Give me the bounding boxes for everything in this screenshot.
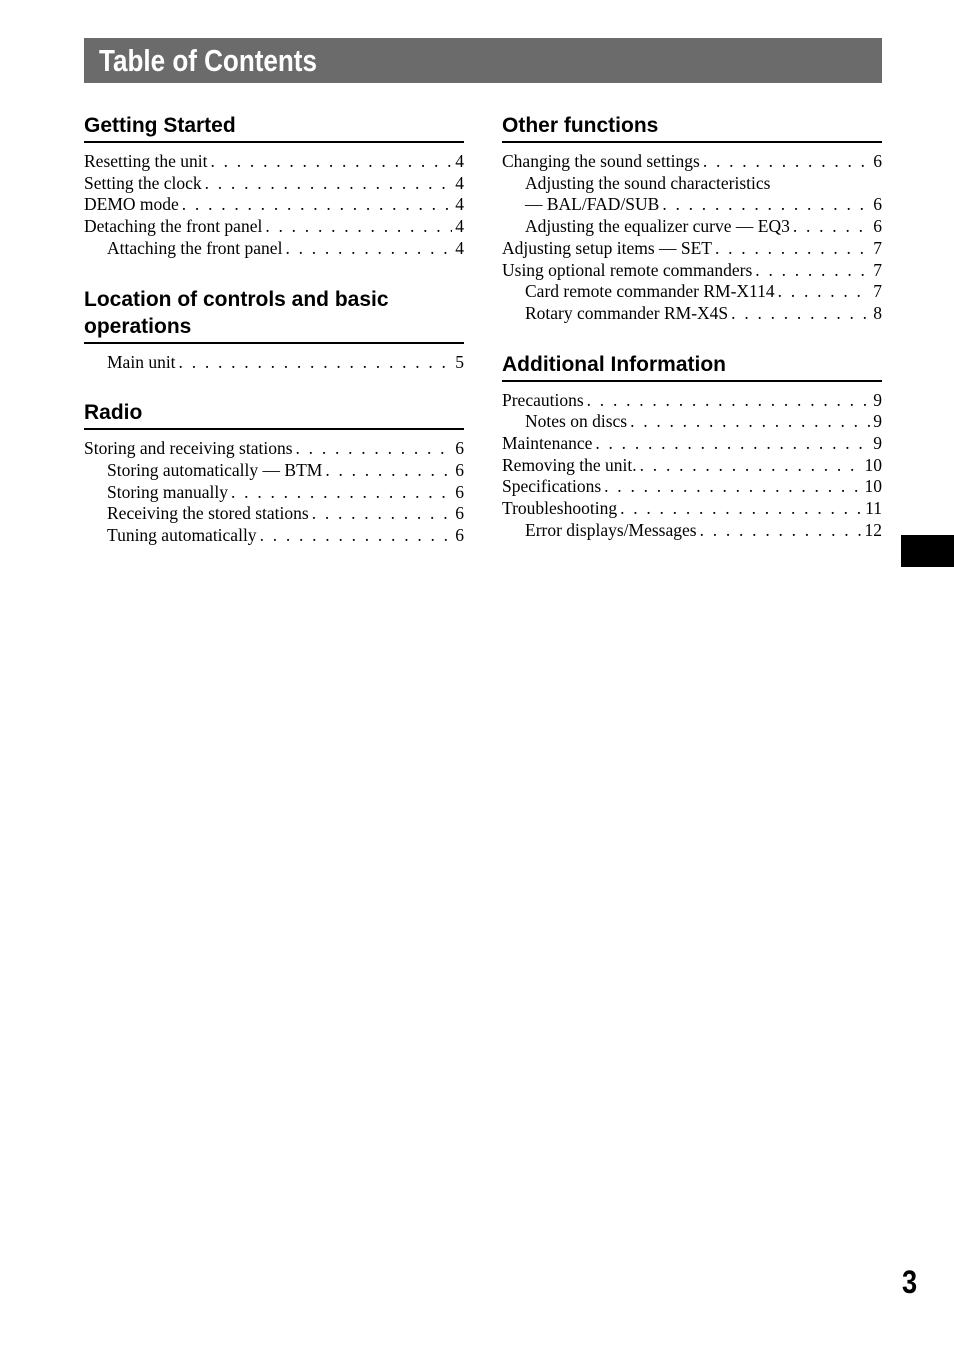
- toc-entry[interactable]: [502, 281, 882, 303]
- toc-entry-page: 4: [455, 237, 464, 258]
- toc-entry[interactable]: [502, 390, 882, 412]
- dot-leader: [755, 260, 870, 282]
- toc-entry-label: Adjusting the sound characteristics: [525, 172, 771, 193]
- toc-entry-page: 6: [873, 216, 882, 237]
- toc-entry-page: 11: [865, 498, 882, 519]
- toc-entry[interactable]: [84, 525, 464, 547]
- toc-entry[interactable]: [502, 411, 882, 433]
- toc-entry-label: Error displays/Messages: [525, 519, 697, 540]
- dot-leader: [265, 216, 452, 238]
- toc-entry-label: Setting the clock: [84, 172, 202, 193]
- toc-entry-page: 12: [864, 519, 882, 540]
- toc-entry[interactable]: [84, 194, 464, 216]
- toc-entry-label: Removing the unit.: [502, 454, 637, 475]
- toc-entry-label: Troubleshooting: [502, 498, 618, 519]
- toc-entry-list: [84, 438, 464, 547]
- toc-entry-page: 4: [455, 172, 464, 193]
- toc-entry-page: 7: [873, 237, 882, 258]
- section-heading: Additional Information: [502, 351, 882, 382]
- toc-section-other-functions: [502, 112, 882, 325]
- dot-leader: [205, 173, 452, 195]
- toc-entry-page: 6: [873, 194, 882, 215]
- toc-section-getting-started: [84, 112, 464, 260]
- toc-entry-page: 6: [873, 151, 882, 171]
- toc-entry[interactable]: [502, 151, 882, 173]
- toc-entry-page: 9: [873, 389, 882, 410]
- toc-entry-page: 6: [455, 525, 464, 546]
- toc-entry[interactable]: [502, 476, 882, 498]
- toc-entry-label: Changing the sound settings: [502, 151, 700, 171]
- toc-entry[interactable]: [84, 503, 464, 525]
- toc-entry-label: Maintenance: [502, 433, 593, 454]
- dot-leader: [778, 281, 870, 303]
- toc-entry-page: 7: [873, 259, 882, 280]
- toc-entry-page: 4: [455, 151, 464, 171]
- toc-entry-list: [502, 151, 882, 325]
- toc-entry[interactable]: [502, 173, 882, 195]
- dot-leader: [179, 352, 452, 374]
- dot-leader: [260, 525, 452, 547]
- toc-entry-page: 6: [455, 481, 464, 502]
- page-title: Table of Contents: [99, 42, 317, 78]
- toc-entry-label: Rotary commander RM-X4S: [525, 302, 729, 323]
- toc-entry-page: 5: [455, 351, 464, 372]
- toc-entry-label: Resetting the unit: [84, 151, 208, 171]
- dot-leader: [312, 503, 452, 525]
- toc-section-additional-information: [502, 351, 882, 542]
- toc-entry-label: Storing and receiving stations: [84, 438, 293, 459]
- toc-entry-page: 9: [873, 433, 882, 454]
- toc-entry-label: Card remote commander RM-X114: [525, 281, 775, 302]
- toc-entry[interactable]: [84, 173, 464, 195]
- page-number: 3: [902, 1264, 918, 1300]
- dot-leader: [325, 460, 452, 482]
- toc-entry-label: Precautions: [502, 389, 584, 410]
- dot-leader: [703, 151, 870, 173]
- toc-entry-list: [84, 352, 464, 374]
- toc-entry-label: Detaching the front panel: [84, 216, 263, 237]
- toc-entry-page: 6: [455, 438, 464, 459]
- toc-entry-label: — BAL/FAD/SUB: [525, 194, 660, 215]
- title-bar: [84, 38, 882, 83]
- dot-leader: [595, 433, 870, 455]
- dot-leader: [700, 520, 862, 542]
- toc-entry-label: Using optional remote commanders: [502, 259, 753, 280]
- toc-entry-page: 10: [864, 454, 882, 475]
- toc-entry[interactable]: [84, 216, 464, 238]
- dot-leader: [630, 411, 870, 433]
- toc-entry-label: Tuning automatically: [107, 525, 257, 546]
- section-heading: Radio: [84, 399, 464, 430]
- section-heading: Other functions: [502, 112, 882, 143]
- toc-section-location-of-controls-and-basic-operations: [84, 286, 464, 374]
- toc-entry[interactable]: [502, 498, 882, 520]
- toc-entry-label: Notes on discs: [525, 411, 628, 432]
- toc-entry-page: 6: [455, 503, 464, 524]
- toc-entry-page: 7: [873, 281, 882, 302]
- dot-leader: [640, 455, 862, 477]
- section-heading: Location of controls and basic operations: [84, 286, 464, 344]
- toc-entry[interactable]: [502, 216, 882, 238]
- dot-leader: [587, 390, 870, 412]
- toc-entry-page: 8: [873, 302, 882, 323]
- dot-leader: [285, 238, 452, 260]
- dot-leader: [715, 238, 870, 260]
- toc-entry-page: 6: [455, 459, 464, 480]
- toc-entry-page: 9: [873, 411, 882, 432]
- toc-entry[interactable]: [502, 260, 882, 282]
- toc-entry[interactable]: [502, 303, 882, 325]
- toc-entry[interactable]: [502, 194, 882, 216]
- dot-leader: [662, 194, 870, 216]
- toc-section-radio: [84, 399, 464, 547]
- toc-entry[interactable]: [84, 352, 464, 374]
- toc-entry-label: Adjusting the equalizer curve — EQ3: [525, 216, 790, 237]
- dot-leader: [620, 498, 862, 520]
- toc-entry[interactable]: [84, 151, 464, 173]
- left-column: [84, 112, 464, 573]
- toc-entry[interactable]: [84, 460, 464, 482]
- toc-entry[interactable]: [502, 238, 882, 260]
- toc-entry-page: 10: [864, 476, 882, 497]
- toc-entry-list: [502, 390, 882, 542]
- toc-entry-label: Storing automatically — BTM: [107, 459, 323, 480]
- toc-entry-label: Receiving the stored stations: [107, 503, 309, 524]
- toc-entry[interactable]: [84, 438, 464, 460]
- toc-entry[interactable]: [84, 482, 464, 504]
- toc-entry[interactable]: [502, 433, 882, 455]
- toc-entry[interactable]: [502, 520, 882, 542]
- dot-leader: [604, 476, 861, 498]
- toc-entry-label: Attaching the front panel: [107, 237, 283, 258]
- toc-entry[interactable]: [502, 455, 882, 477]
- toc-entry-label: Storing manually: [107, 481, 229, 502]
- section-heading: Getting Started: [84, 112, 464, 143]
- dot-leader: [793, 216, 870, 238]
- right-column: [502, 112, 882, 568]
- dot-leader: [210, 151, 452, 173]
- toc-entry-page: 4: [455, 216, 464, 237]
- dot-leader: [182, 194, 452, 216]
- toc-entry-label: Adjusting setup items — SET: [502, 237, 712, 258]
- toc-entry-page: 4: [455, 194, 464, 215]
- section-tab-marker: [901, 535, 954, 567]
- dot-leader: [296, 438, 452, 460]
- dot-leader: [231, 482, 452, 504]
- toc-entry-list: [84, 151, 464, 260]
- dot-leader: [731, 303, 870, 325]
- toc-entry-label: Specifications: [502, 476, 602, 497]
- toc-entry[interactable]: [84, 238, 464, 260]
- toc-entry-label: Main unit: [107, 351, 176, 372]
- toc-entry-label: DEMO mode: [84, 194, 179, 215]
